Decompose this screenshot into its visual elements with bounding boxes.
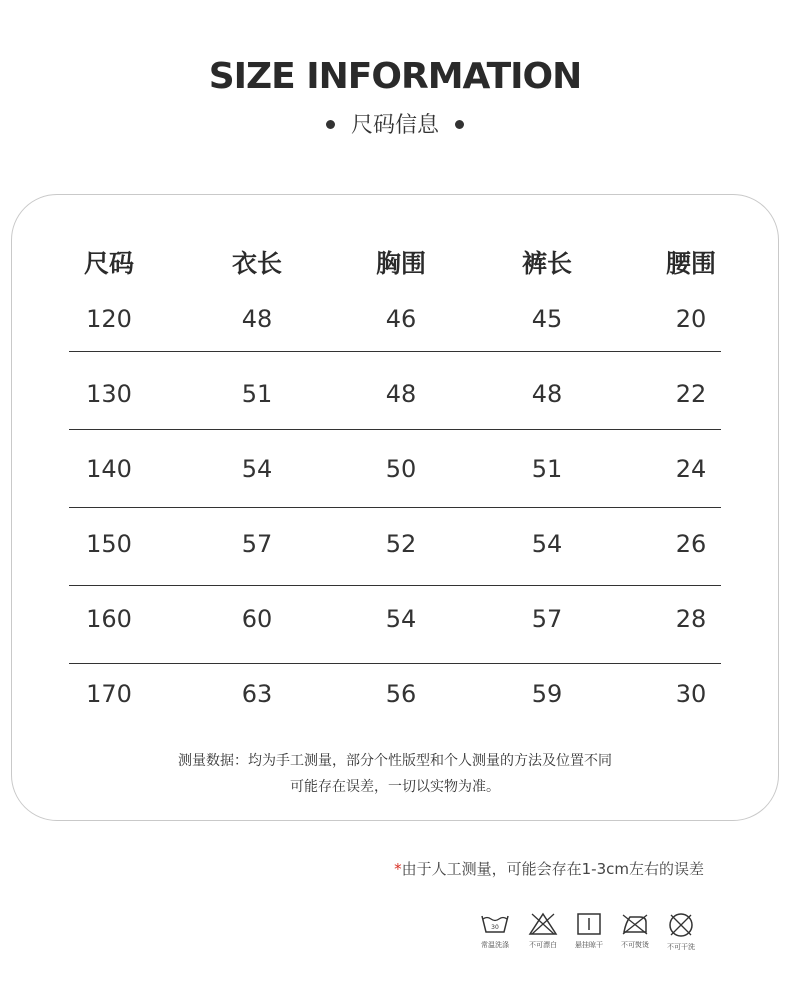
table-cell: 54 bbox=[531, 530, 563, 558]
care-label: 不可漂白 bbox=[529, 941, 557, 949]
table-cell: 59 bbox=[531, 680, 563, 708]
table-cell: 48 bbox=[531, 380, 563, 408]
column-header-pants-length: 裤长 bbox=[521, 249, 572, 278]
table-cell: 48 bbox=[241, 305, 273, 333]
table-cell: 170 bbox=[86, 680, 132, 708]
care-label: 不可干洗 bbox=[667, 943, 695, 951]
table-cell: 48 bbox=[385, 380, 417, 408]
column-header-length: 衣长 bbox=[231, 249, 282, 278]
table-cell: 45 bbox=[531, 305, 563, 333]
care-label: 常温洗涤 bbox=[481, 941, 509, 949]
table-cell: 52 bbox=[385, 530, 417, 558]
table-cell: 50 bbox=[385, 455, 417, 483]
wash-temp-label: 30 bbox=[491, 924, 499, 931]
table-cell: 60 bbox=[241, 605, 273, 633]
table-row bbox=[0, 605, 790, 645]
column-header-chest: 胸围 bbox=[375, 249, 426, 278]
page-subtitle bbox=[0, 108, 790, 139]
table-cell: 51 bbox=[531, 455, 563, 483]
table-row bbox=[0, 380, 790, 420]
table-row bbox=[0, 680, 790, 720]
no-bleach-icon bbox=[528, 912, 558, 936]
row-divider bbox=[69, 351, 721, 352]
table-cell: 54 bbox=[385, 605, 417, 633]
no-dry-clean-icon bbox=[666, 912, 696, 938]
page-title: SIZE INFORMATION bbox=[208, 56, 582, 97]
table-cell: 28 bbox=[675, 605, 707, 633]
table-cell: 20 bbox=[675, 305, 707, 333]
table-cell: 51 bbox=[241, 380, 273, 408]
no-iron-icon bbox=[620, 912, 650, 936]
table-cell: 24 bbox=[675, 455, 707, 483]
table-row bbox=[0, 530, 790, 570]
row-divider bbox=[69, 585, 721, 586]
bullet-dot-left bbox=[326, 120, 335, 129]
table-cell: 160 bbox=[86, 605, 132, 633]
row-divider bbox=[69, 507, 721, 508]
table-cell: 130 bbox=[86, 380, 132, 408]
measurement-disclaimer bbox=[394, 858, 704, 879]
row-divider bbox=[69, 663, 721, 664]
column-header-waist: 腰围 bbox=[665, 249, 716, 278]
table-cell: 140 bbox=[86, 455, 132, 483]
table-cell: 57 bbox=[531, 605, 563, 633]
table-cell: 120 bbox=[86, 305, 132, 333]
table-cell: 26 bbox=[675, 530, 707, 558]
disclaimer-text: 由于人工测量，可能会存在1-3cm左右的误差 bbox=[401, 860, 704, 878]
subtitle-text: 尺码信息 bbox=[350, 113, 439, 138]
table-cell: 22 bbox=[675, 380, 707, 408]
table-cell: 57 bbox=[241, 530, 273, 558]
care-label: 不可熨烫 bbox=[621, 941, 649, 949]
wash-30-icon bbox=[480, 912, 510, 936]
hang-dry-icon bbox=[574, 912, 604, 936]
care-item bbox=[651, 912, 711, 952]
table-cell: 54 bbox=[241, 455, 273, 483]
table-cell: 46 bbox=[385, 305, 417, 333]
column-header-size: 尺码 bbox=[83, 249, 134, 278]
bullet-dot-right bbox=[455, 120, 464, 129]
table-cell: 30 bbox=[675, 680, 707, 708]
row-divider bbox=[69, 429, 721, 430]
table-cell: 56 bbox=[385, 680, 417, 708]
table-row bbox=[0, 455, 790, 495]
measurement-note-line-1: 测量数据：均为手工测量，部分个性版型和个人测量的方法及位置不同 bbox=[178, 753, 612, 769]
table-cell: 150 bbox=[86, 530, 132, 558]
table-header bbox=[0, 244, 790, 280]
measurement-note-line-2: 可能存在误差，一切以实物为准。 bbox=[290, 779, 500, 795]
table-row bbox=[0, 305, 790, 345]
care-instructions bbox=[0, 912, 790, 972]
table-cell: 63 bbox=[241, 680, 273, 708]
asterisk: * bbox=[394, 860, 402, 878]
care-label: 悬挂晾干 bbox=[575, 941, 603, 949]
